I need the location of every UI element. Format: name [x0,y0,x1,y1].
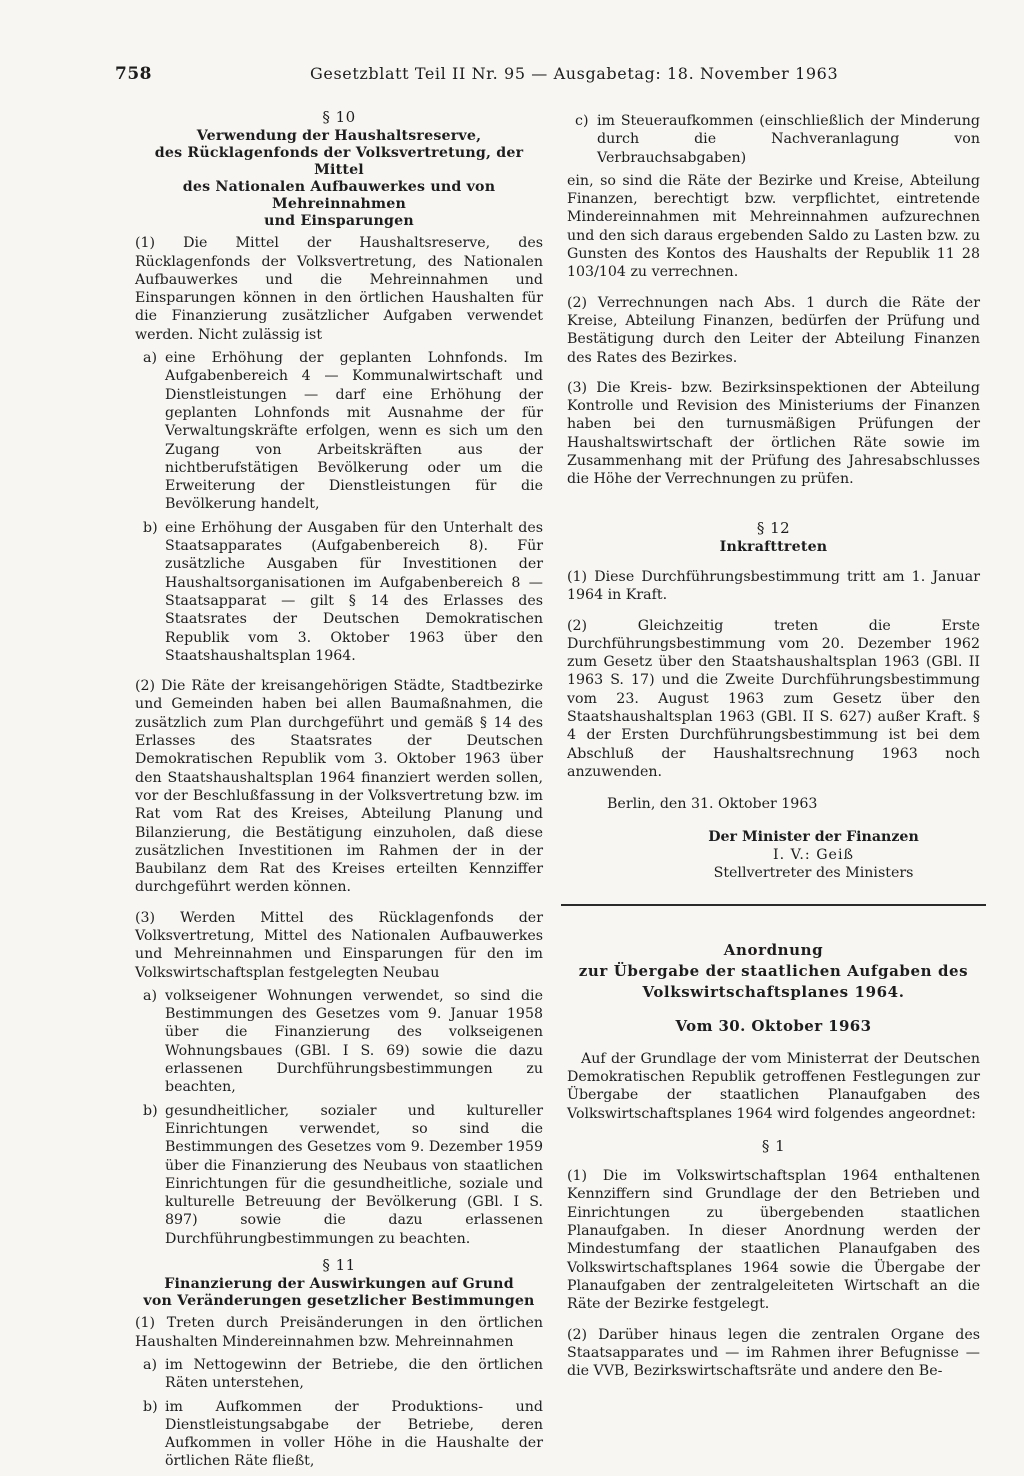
order-title: Anordnung zur Übergabe der staatlichen Aufgaben des Volkswirtschaftsplanes 1964. [578,941,969,1002]
signature-title: Der Minister der Finanzen [708,828,919,845]
section-mark-1: § 1 [761,1136,786,1155]
list-item: a) im Nettogewinn der Betriebe, die den örtlichen Räten unterstehen, [143,1356,543,1392]
section-divider [561,904,986,906]
s12-paragraph-2: (2) Gleichzeitig treten die Erste Durchführungsbestimmung vom 20. Dezember 1962 zum Gesetz über den Staatshaushaltsplan 1963 (GBl. II 1963 S. 17) und die Zweite Durchführungsbestimmung vom 23. August 1963 zum Gesetz über den Staatshaushaltsplan 1963 (GBl. II S. 627) außer Kraft. § 4 der Ersten Durchführungsbestimmung ist bei dem Abschluß der Haushaltsrechnung 1963 noch anzuwenden. [567,617,980,780]
list-item: b) eine Erhöhung der Ausgaben für den Unterhalt des Staatsapparates (Aufgabenbereich 8). Für zusätzliche Ausgaben für Investitionen der Haushaltsorganisationen im Aufgabenbereich 8 — Staatsapparat — gilt § 14 des Erlasses des Staatsrates der Deutschen Demokratischen Republik vom 3. Oktober 1963 über den Staatshaushaltsplan 1964. [143,519,543,664]
order-date: Vom 30. Oktober 1963 [675,1017,872,1036]
s11-paragraph-1: (1) Treten durch Preisänderungen in den örtlichen Haushalten Mindereinnahmen bzw. Mehreinnahmen [135,1315,543,1350]
list-item: c) im Steueraufkommen (einschließlich der Minderung durch die Nachveranlagung von Verbrauchsabgaben) [575,113,980,166]
section-12-heading: Inkrafttreten [719,538,828,555]
list-item: a) volkseigener Wohnungen verwendet, so sind die Bestimmungen des Gesetzes vom 9. Januar 1958 über die Finanzierung des volkseigenen Wohnungsbaues (GBl. I S. 69) sowie die dazu erlassenen Durchführungsbestimmungen zu beachten, [143,987,543,1096]
running-header: Gesetzblatt Teil II Nr. 95 — Ausgabetag: 18. November 1963 [310,64,839,83]
place-date: Berlin, den 31. Oktober 1963 [607,796,818,813]
left-column [135,108,543,1476]
s12-paragraph-1: (1) Diese Durchführungsbestimmung tritt am 1. Januar 1964 in Kraft. [567,568,980,604]
s11-continuation: ein, so sind die Räte der Bezirke und Kreise, Abteilung Finanzen, berechtigt bzw. verpflichtet, eintretende Mindereinnahmen mit Mehreinnahmen aufzurechnen und den sich daraus ergebenden Saldo zu Lasten bzw. zu Gunsten des Kontos des Haushalts der Republik 11 28 103/104 zu verrechnen. [567,172,980,281]
right-column [567,112,980,1392]
signature-role: Stellvertreter des Ministers [713,865,914,882]
section-mark-12: § 12 [756,518,791,537]
section-11-heading: Finanzierung der Auswirkungen auf Grund von Veränderungen gesetzlicher Bestimmungen [143,1276,535,1310]
order-paragraph-1: (1) Die im Volkswirtschaftsplan 1964 enthaltenen Kennziffern sind Grundlage der den Betrieben und Einrichtungen zu übergebenden staatlichen Planaufgaben. In dieser Anordnung werden der Mindestumfang der staatlichen Planaufgaben des Volkswirtschaftsplanes 1964 sowie die Übergabe der Planaufgaben der zentralgeleiteten Wirtschaft an die Räte der Bezirke festgelegt. [567,1168,980,1313]
order-paragraph-2: (2) Darüber hinaus legen die zentralen Organe des Staatsapparates und — im Rahmen ihrer Befugnisse — die VVB, Bezirkswirtschaftsräte und andere den Be- [567,1326,980,1380]
s11-paragraph-2: (2) Verrechnungen nach Abs. 1 durch die Räte der Kreise, Abteilung Finanzen, bedürfen der Prüfung und Bestätigung durch den Leiter der Abteilung Finanzen des Rates des Bezirkes. [567,294,980,366]
section-10-heading: Verwendung der Haushaltsreserve, des Rücklagenfonds der Volksvertretung, der Mittel des Nationalen Aufbauwerkes und von Mehreinnahmen und Einsparungen [154,128,524,230]
order-intro: Auf der Grundlage der vom Ministerrat der Deutschen Demokratischen Republik getroffenen Festlegungen zur Übergabe der staatlichen Planaufgaben des Volkswirtschaftsplanes 1964 wird folgendes angeordnet: [567,1050,980,1122]
s10-paragraph-2: (2) Die Räte der kreisangehörigen Städte, Stadtbezirke und Gemeinden haben bei allen Baumaßnahmen, die zusätzlich zum Plan durchgeführt und gemäß § 14 des Erlasses des Staatsrates der Deutschen Demokratischen Republik vom 3. Oktober 1963 über den Staatshaushaltsplan 1964 finanziert werden sollen, vor der Beschlußfassung in der Volksvertretung bzw. im Rat vom Rat des Kreises, Abteilung Planung und Bilanzierung, die Bestätigung einzuholen, daß diese zusätzlichen Investitionen im Rahmen der in der Baubilanz dem Rat des Kreises erteilten Kennziffer durchgeführt werden können. [135,678,543,896]
section-mark-10: § 10 [322,108,356,126]
page-number: 758 [115,64,152,84]
signature-name: I. V.: Geiß [773,846,854,863]
s10-paragraph-3: (3) Werden Mittel des Rücklagenfonds der Volksvertretung, Mittel des Nationalen Aufbauwerkes und Mehreinnahmen und Einsparungen für den im Volkswirtschaftsplan festgelegten Neubau [135,909,543,981]
list-item: b) gesundheitlicher, sozialer und kultureller Einrichtungen verwendet, so sind die Bestimmungen des Gesetzes vom 9. Dezember 1959 über die Finanzierung des Neubaus von staatlichen Einrichtungen für die gesundheitliche, soziale und kulturelle Betreuung der Bevölkerung (GBl. I S. 897) sowie die dazu erlassenen Durchführungbestimmungen zu beachten. [143,1102,543,1247]
s11-paragraph-3: (3) Die Kreis- bzw. Bezirksinspektionen der Abteilung Kontrolle und Revision des Ministeriums der Finanzen haben bei den turnusmäßigen Prüfungen der Haushaltswirtschaft der örtlichen Räte sowie im Zusammenhang mit der Prüfung des Jahresabschlusses die Höhe der Verrechnungen zu prüfen. [567,379,980,488]
section-mark-11: § 11 [322,1256,356,1275]
s10-paragraph-1: (1) Die Mittel der Haushaltsreserve, des Rücklagenfonds der Volksvertretung, des Nationalen Aufbauwerkes und die Mehreinnahmen und Einsparungen können in den örtlichen Haushalten für die Finanzierung zusätzlicher Aufgaben verwendet werden. Nicht zulässig ist [135,235,543,343]
list-item: b) im Aufkommen der Produktions- und Dienstleistungsabgabe der Betriebe, deren Aufkommen in voller Höhe in die Haushalte der örtlichen Räte fließt, [143,1398,543,1470]
list-item: a) eine Erhöhung der geplanten Lohnfonds. Im Aufgabenbereich 4 — Kommunalwirtschaft und Dienstleistungen — darf eine Erhöhung der geplanten Lohnfonds mit Ausnahme der für Verwaltungskräfte erfolgen, wenn es sich um den Zugang von Arbeitskräften aus der nichtberufstätigen Bevölkerung oder um die Erweiterung der Dienstleistungen für die Bevölkerung handelt, [143,350,543,513]
